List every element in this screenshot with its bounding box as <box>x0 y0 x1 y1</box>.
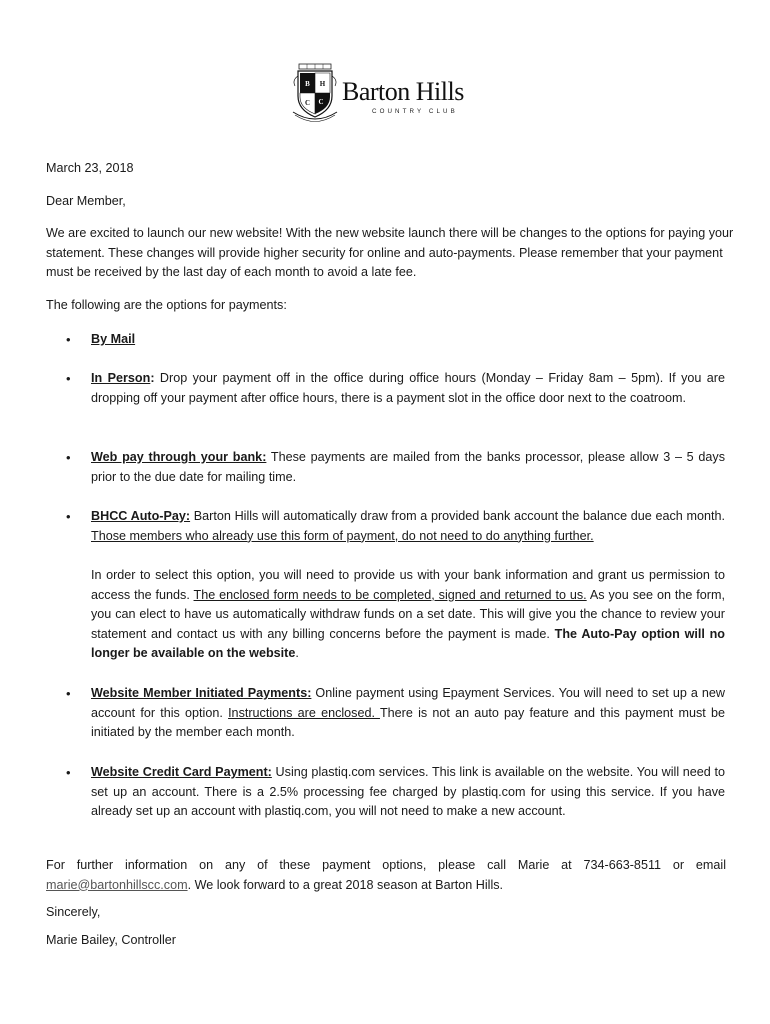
bullet-icon: • <box>66 450 71 465</box>
member-initiated-text-1: Online payment using Epayment Services. You will need to set up a new account for this option. <box>91 686 725 720</box>
member-initiated-instructions: Instructions are enclosed. <box>228 705 380 720</box>
bullet-icon: • <box>66 371 71 386</box>
bullet-icon: • <box>66 686 71 701</box>
option-member-initiated-title: Website Member Initiated Payments: <box>91 686 312 700</box>
option-member-initiated <box>91 684 725 743</box>
option-auto-pay <box>91 507 725 546</box>
closing-text-1: For further information on any of these payment options, please call Marie at 734-663-8511 or email <box>46 858 726 872</box>
options-intro: The following are the options for payments: <box>46 298 287 312</box>
option-credit-card <box>91 763 725 822</box>
signature-name: Marie Bailey, Controller <box>46 933 176 947</box>
auto-pay-detail-1: In order to select this option, you will need to provide us with your bank information and grant us permission to access the funds. <box>91 568 725 602</box>
option-auto-pay-detail <box>91 566 725 664</box>
club-brand <box>342 78 492 118</box>
closing-paragraph <box>46 856 726 895</box>
bullet-icon: • <box>66 765 71 780</box>
club-name: Barton Hills <box>342 77 464 106</box>
member-initiated-text-2: There is not an auto pay feature and this payment must be initiated by the member each month. <box>91 705 726 740</box>
bullet-icon: • <box>66 509 71 524</box>
bullet-icon: • <box>66 332 71 347</box>
option-web-pay-title: Web pay through your bank: <box>91 450 267 464</box>
club-subtitle: COUNTRY CLUB <box>372 108 458 115</box>
option-credit-card-title: Website Credit Card Payment: <box>91 765 272 779</box>
option-in-person-title: In Person <box>91 371 151 385</box>
auto-pay-detail-2: As you see on the form, you can elect to have us automatically withdraw funds on a set date. This will give you the chance to review your statement and contact us with any billing concerns before the payment is made. <box>91 587 725 641</box>
option-web-pay <box>91 448 725 487</box>
salutation: Dear Member, <box>46 194 126 208</box>
crest-letter-b: B <box>305 80 310 88</box>
sign-off: Sincerely, <box>46 905 101 919</box>
closing-text-2: . We look forward to a great 2018 season at Barton Hills. <box>187 877 504 892</box>
auto-pay-detail-end: . <box>295 646 299 661</box>
letter-date: March 23, 2018 <box>46 161 134 175</box>
letterhead <box>290 62 490 126</box>
option-credit-card-text: Using plastiq.com services. This link is available on the website. You will need to set up an account. There is a 2.5% processing fee charged by plastiq.com for using this service. If you have already set up an account with plastiq.com, you will not need to make a new account. <box>91 765 725 819</box>
crest-letter-c1: C <box>304 99 311 107</box>
option-by-mail-title: By Mail <box>91 332 136 346</box>
auto-pay-detail-bold: The Auto-Pay option will no longer be available on the website <box>91 626 725 661</box>
option-web-pay-text: These payments are mailed from the banks processor, please allow 3 – 5 days prior to the due date for mailing time. <box>91 450 725 484</box>
option-by-mail <box>91 330 725 350</box>
auto-pay-detail-underlined: The enclosed form needs to be completed, signed and returned to us. <box>193 587 587 602</box>
option-auto-pay-note: Those members who already use this form of payment, do not need to do anything further. <box>91 528 594 543</box>
club-crest-logo <box>290 62 340 124</box>
option-auto-pay-title: BHCC Auto-Pay: <box>91 509 191 523</box>
contact-email-link[interactable]: marie@bartonhillscc.com <box>46 877 188 892</box>
crest-letter-c2: C <box>318 98 324 106</box>
intro-paragraph: We are excited to launch our new website! With the new website launch there will be changes to the options for paying your statement. These changes will provide higher security for online and auto-payments. Please remember that your payment must be received by the last day of each month to avoid a late fee. <box>46 226 734 280</box>
option-in-person: In Person: Drop your payment off in the office during office hours (Monday – Friday 8am – 5pm). If you are dropping off your payment after office hours, there is a payment slot in the office door next to the coatroom. <box>91 371 726 405</box>
option-in-person-text: Drop your payment off in the office during office hours (Monday – Friday 8am – 5pm). If you are dropping off your payment after office hours, there is a payment slot in the office door next to the coatroom. <box>91 371 726 405</box>
crest-letter-h: H <box>319 80 326 88</box>
option-auto-pay-text: Barton Hills will automatically draw from a provided bank account the balance due each month. <box>190 509 725 523</box>
